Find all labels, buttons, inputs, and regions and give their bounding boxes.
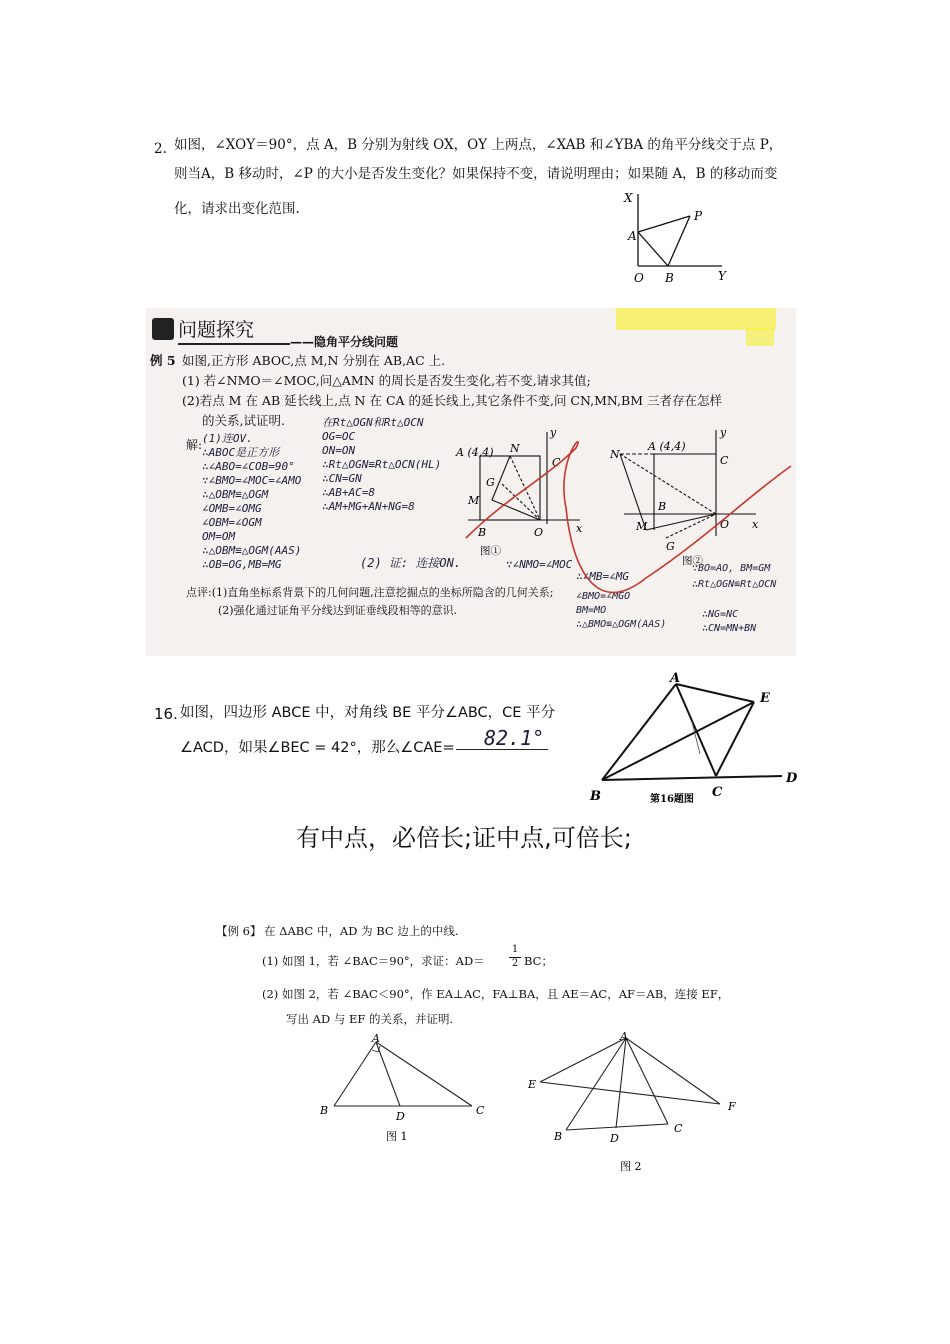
handwritten-line: 在Rt△OGN和Rt△OCN bbox=[322, 416, 424, 429]
label-d: D bbox=[396, 1110, 405, 1123]
label-d: D bbox=[786, 771, 798, 786]
label-c: C bbox=[552, 456, 561, 469]
problem-16-answer: 82.1° bbox=[484, 726, 545, 750]
red-pen-mark bbox=[446, 418, 796, 618]
handwritten-line: ∴CN=GN bbox=[322, 472, 362, 485]
example-6-label: 【例 6】 bbox=[216, 924, 262, 938]
problem-2-number: 2. bbox=[154, 141, 167, 157]
label-g: G bbox=[486, 476, 495, 489]
handwritten-line: ∠BMO=∠MGO bbox=[576, 591, 631, 602]
problem-16-line-2: ∠ACD，如果∠BEC = 42°，那么∠CAE= bbox=[180, 740, 455, 756]
figure-2-caption: 图 2 bbox=[620, 1160, 642, 1173]
label-o: O bbox=[720, 518, 730, 531]
handwritten-line: (1)连OV. bbox=[202, 432, 253, 445]
problem-16-figure bbox=[582, 672, 806, 812]
example-6-part-2b: 写出 AD 与 EF 的关系，并证明. bbox=[286, 1012, 454, 1026]
label-m: M bbox=[468, 494, 480, 507]
handwritten-line: ∴△OBM≌△OGM bbox=[202, 488, 269, 501]
handwritten-line: BM=MO bbox=[576, 605, 607, 616]
comment-1: 点评:(1)直角坐标系背景下的几何问题,注意挖掘点的坐标所隐含的几何关系; bbox=[186, 586, 554, 599]
label-c: C bbox=[674, 1122, 683, 1135]
label-b: B bbox=[478, 526, 487, 539]
handwritten-line: ∵∠BMO=∠MOC=∠AMO bbox=[202, 474, 302, 487]
fraction-denominator: 2 bbox=[511, 958, 519, 969]
label-m: M bbox=[636, 520, 648, 533]
handwritten-line: ∴∠ABO=∠COB=90° bbox=[202, 460, 295, 473]
handwritten-line: ∠OMB=∠OMG bbox=[202, 502, 262, 515]
handwritten-line: ∴∠MB=∠MG bbox=[576, 570, 629, 583]
label-c: C bbox=[476, 1104, 485, 1117]
handwritten-line: ON=ON bbox=[322, 444, 356, 457]
problem-2-figure bbox=[610, 180, 750, 290]
segment-bp bbox=[668, 216, 690, 266]
handwritten-solution-col-1 bbox=[202, 432, 301, 572]
label-g: G bbox=[666, 540, 675, 553]
label-d: D bbox=[610, 1132, 619, 1145]
label-b: B bbox=[590, 789, 601, 804]
handwritten-line: ∴△BMO≌△OGM(AAS) bbox=[576, 619, 667, 630]
handwritten-line: ∴Rt△OGN≌Rt△OCN(HL) bbox=[322, 458, 442, 471]
section-badge-icon bbox=[152, 318, 174, 340]
example-6-intro: 在 ΔABC 中，AD 为 BC 边上的中线. bbox=[264, 924, 459, 938]
example-6-part-1: (1) 如图 1，若 ∠BAC＝90°，求证：AD＝ bbox=[262, 954, 485, 968]
handwritten-line: (2) 证: 连接ON. bbox=[360, 556, 462, 570]
example-5-part-2b: 的关系,试证明. bbox=[202, 413, 285, 428]
handwritten-line: ∠OBM=∠OGM bbox=[202, 516, 262, 529]
label-y: Y bbox=[718, 269, 726, 283]
label-e: E bbox=[760, 691, 770, 706]
handwritten-line: OM=OM bbox=[202, 530, 236, 543]
label-a: A bbox=[372, 1032, 380, 1045]
label-x: X bbox=[624, 191, 633, 205]
problem-2-line-2: 则当A，B 移动时，∠P 的大小是否发生变化？如果保持不变，请说明理由；如果随 A，B 的移动而变 bbox=[174, 166, 778, 182]
handwritten-line: ∴NG=NC bbox=[702, 609, 739, 620]
example-5-label: 例 5 bbox=[150, 353, 176, 368]
fraction-numerator: 1 bbox=[511, 944, 519, 955]
highlight-mark bbox=[616, 308, 776, 330]
label-b: B bbox=[320, 1104, 329, 1117]
problem-2-line-3: 化，请求出变化范围. bbox=[174, 201, 300, 217]
handwritten-line: ∴AB+AC=8 bbox=[322, 486, 375, 499]
label-o: O bbox=[634, 271, 644, 285]
example-5-part-1: (1) 若∠NMO＝∠MOC,问△AMN 的周长是否发生变化,若不变,请求其值; bbox=[182, 373, 591, 388]
problem-16-line-1: 如图，四边形 ABCE 中，对角线 BE 平分∠ABC，CE 平分 bbox=[180, 705, 556, 721]
label-a: A bbox=[620, 1030, 628, 1043]
handwritten-solution-col-2 bbox=[322, 416, 441, 514]
label-c: C bbox=[720, 454, 729, 467]
label-o: O bbox=[534, 526, 544, 539]
handwritten-line: ∴ABOC是正方形 bbox=[202, 446, 280, 459]
label-c: C bbox=[712, 785, 723, 800]
handwritten-line: ∵BO=AO, BM=GM bbox=[692, 563, 771, 574]
label-n: N bbox=[610, 448, 620, 461]
figure-caption: 第16题图 bbox=[650, 794, 694, 805]
handwritten-line: ∴CN=MN+BN bbox=[702, 623, 757, 634]
example-6-part-1-tail: BC； bbox=[524, 954, 553, 968]
example-5-part-2a: (2)若点 M 在 AB 延长线上,点 N 在 CA 的延长线上,其它条件不变,问 CN,MN,BM 三者存在怎样 bbox=[182, 393, 722, 408]
problem-2-line-1: 如图，∠XOY＝90°，点 A，B 分别为射线 OX，OY 上两点，∠XAB 和∠YBA 的角平分线交于点 P， bbox=[174, 137, 783, 153]
segment-ab bbox=[638, 232, 668, 266]
handwritten-line: ∴OB=OG,MB=MG bbox=[202, 558, 282, 571]
label-b: B bbox=[554, 1130, 563, 1143]
label-x: x bbox=[576, 522, 583, 535]
example-5-section bbox=[146, 308, 796, 656]
example-6-part-2a: (2) 如图 2，若 ∠BAC＜90°，作 EA⊥AC，FA⊥BA，且 AE＝AC，AF＝AB，连接 EF， bbox=[262, 987, 730, 1001]
label-f: F bbox=[728, 1100, 736, 1113]
handwritten-line: ∵∠NMO=∠MOC bbox=[506, 558, 573, 571]
label-a: A bbox=[670, 672, 681, 686]
example-5-subheading: ——隐角平分线问题 bbox=[290, 335, 399, 349]
label-e: E bbox=[528, 1078, 537, 1091]
label-b: B bbox=[658, 500, 667, 513]
label-y: y bbox=[550, 426, 557, 439]
figure-1-caption: 图 1 bbox=[386, 1130, 408, 1143]
handwritten-line: ∴Rt△OGN≌Rt△OCN bbox=[692, 579, 777, 590]
example-6-figure-2 bbox=[522, 1030, 752, 1174]
solution-label: 解: bbox=[186, 438, 203, 452]
example-6-figure-1 bbox=[312, 1030, 492, 1144]
comment-2: (2)强化通过证角平分线达到证垂线段相等的意识. bbox=[218, 604, 458, 617]
highlight-mark bbox=[746, 328, 774, 346]
segment-ap bbox=[638, 216, 690, 232]
figure-1-caption: 图① bbox=[480, 545, 501, 557]
example-5-intro: 如图,正方形 ABOC,点 M,N 分别在 AB,AC 上. bbox=[182, 353, 446, 368]
figure-2-caption: 图② bbox=[682, 555, 703, 566]
label-x: x bbox=[752, 518, 759, 531]
label-p: P bbox=[694, 209, 703, 223]
label-n: N bbox=[510, 442, 520, 455]
label-b: B bbox=[665, 271, 674, 285]
example-5-heading: 问题探究 bbox=[178, 319, 255, 341]
label-a: A (4,4) bbox=[648, 440, 686, 453]
handwritten-line: OG=OC bbox=[322, 430, 356, 443]
label-a: A (4,4) bbox=[456, 446, 494, 459]
problem-16-number: 16. bbox=[154, 705, 178, 723]
midpoint-heading: 有中点，必倍长;证中点,可倍长; bbox=[296, 824, 632, 852]
handwritten-line: ∴AM+MG+AN+NG=8 bbox=[322, 500, 415, 513]
label-a: A bbox=[628, 229, 637, 243]
handwritten-line: ∴△OBM≌△OGM(AAS) bbox=[202, 544, 302, 557]
heading-underline bbox=[178, 343, 290, 345]
label-y: y bbox=[720, 426, 727, 439]
